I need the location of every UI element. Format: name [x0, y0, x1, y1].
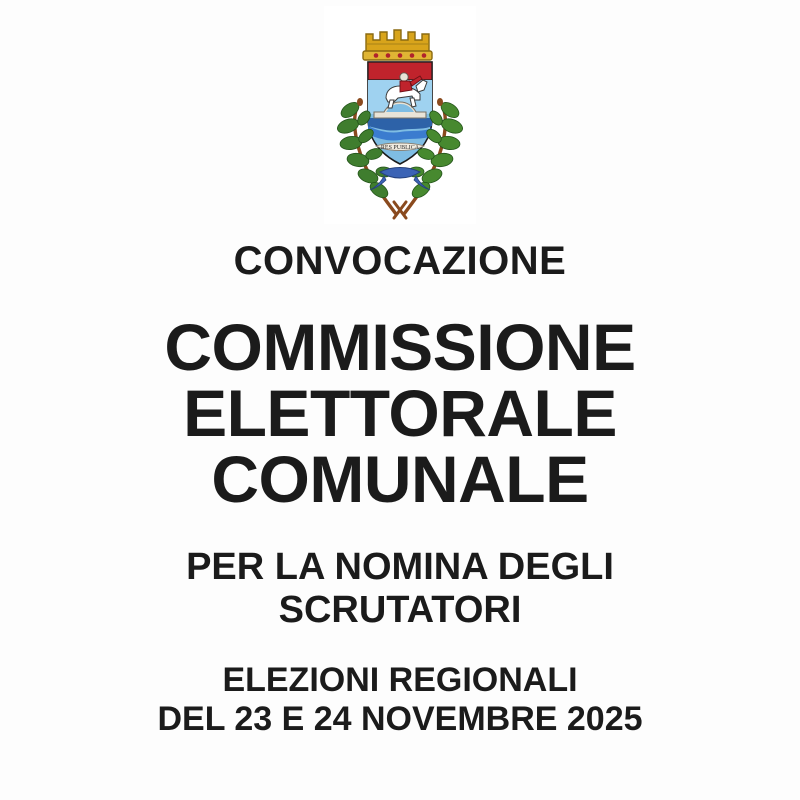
document-subtitle — [30, 546, 770, 631]
document-subtitle-line-1: PER LA NOMINA DEGLI — [186, 546, 614, 588]
election-info — [30, 661, 770, 739]
document-heading: CONVOCAZIONE — [233, 239, 567, 283]
page-title-line-1: COMMISSIONE — [164, 310, 636, 384]
document-subtitle-line-2: SCRUTATORI — [278, 588, 522, 631]
page-title — [30, 310, 770, 516]
document-text-block — [30, 224, 770, 739]
page-title-line-2: ELETTORALE — [183, 376, 617, 450]
crest-motto: RES PUBLICA — [380, 145, 420, 151]
page-title-line-3: COMUNALE — [211, 442, 589, 516]
municipal-coat-of-arms-icon — [324, 6, 476, 224]
election-info-line-1: ELEZIONI REGIONALI — [222, 661, 578, 700]
election-info-line-2: DEL 23 E 24 NOVEMBRE 2025 — [157, 699, 643, 738]
